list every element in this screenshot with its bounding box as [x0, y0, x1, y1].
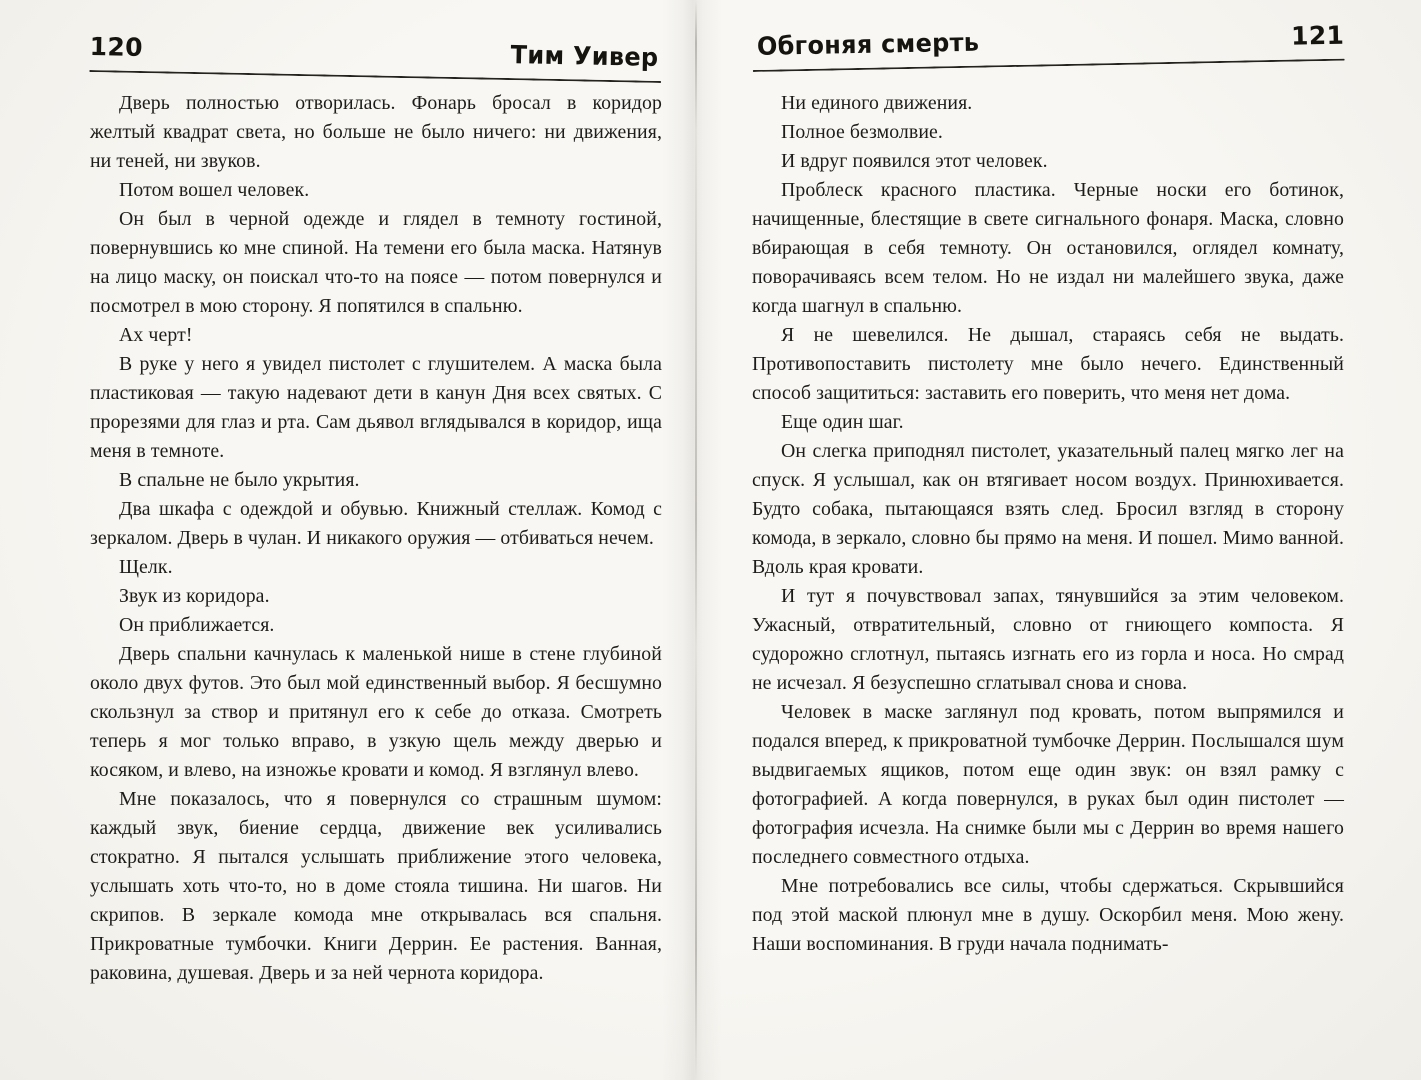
paragraph: В спальне не было укрытия. [119, 469, 360, 491]
paragraph: Он слегка приподнял пистолет, указательный палец мягко лег на спуск. Я услышал, как он втягивает носом воздух. Принюхивается. Будто собака, пытающаяся взять след. Бросил взгляд в сторону комода, в зеркало, словно бы прямо на меня. И пошел. Мимо ванной. Вдоль края кровати. [752, 440, 1344, 578]
page-right-body [752, 89, 1344, 959]
paragraph: Он приближается. [119, 614, 275, 636]
page-right [752, 20, 1345, 959]
paragraph: Проблеск красного пластика. Черные носки его ботинок, начищенные, блестящие в свете сигнального фонаря. Маска, словно вбирающая в себя темноту. Он остановился, оглядел комнату, поворачиваясь всем телом. Но не издал ни малейшего звука, даже когда шагнул в спальню. [752, 179, 1344, 317]
paragraph: Мне потребовались все силы, чтобы сдержаться. Скрывшийся под этой маской плюнул мне в душу. Оскорбил меня. Мою жену. Наши воспоминания. В груди начала поднимать- [752, 875, 1344, 955]
paragraph: Ни единого движения. [781, 92, 973, 114]
paragraph: Мне показалось, что я повернулся со страшным шумом: каждый звук, биение сердца, движение век усиливались стократно. Я пытался услышать приближение этого человека, услышать хоть что-то, но в доме стояла тишина. Ни шагов. Ни скрипов. В зеркале комода мне открывалась вся спальня. Прикроватные тумбочки. Книги Деррин. Ее растения. Ванная, раковина, душевая. Дверь и за ней чернота коридора. [90, 788, 662, 984]
page-left-body [90, 89, 662, 988]
paragraph: Полное безмолвие. [781, 121, 943, 143]
paragraph: Человек в маске заглянул под кровать, потом выпрямился и подался вперед, к прикроватной тумбочке Деррин. Послышался шум выдвигаемых ящиков, потом еще один звук: он взял рамку с фотографией. А когда повернулся, в руках был один пистолет — фотография исчезла. На снимке были мы с Деррин во время нашего последнего совместного отдыха. [752, 701, 1344, 868]
paragraph: Звук из коридора. [119, 585, 270, 607]
page-number-right: 121 [1290, 20, 1345, 51]
running-head-title: Обгоняя смерть [756, 27, 980, 61]
paragraph: В руке у него я увидел пистолет с глушителем. А маска была пластиковая — такую надевают дети в канун Дня всех святых. С прорезями для глаз и рта. Сам дьявол вглядывался в коридор, ища меня в темноте. [90, 353, 662, 462]
paragraph: И тут я почувствовал запах, тянувшийся за этим человеком. Ужасный, отвратительный, словно от гниющего компоста. Я судорожно сглотнул, пытаясь изгнать его из горла и носа. Но смрад не исчезал. Я безуспешно сглатывал снова и снова. [752, 585, 1344, 694]
running-head-author: Тим Уивер [510, 40, 659, 72]
paragraph: Дверь спальни качнулась к маленькой нише в стене глубиной около двух футов. Это был мой единственный выбор. Я бесшумно скользнул за створ и притянул его к себе до отказа. Смотреть теперь я мог только вправо, в узкую щель между дверью и косяком, и влево, на изножье кровати и комод. Я взглянул влево. [90, 643, 662, 781]
page-left [90, 32, 662, 988]
page-right-header [752, 21, 1345, 72]
book-gutter [662, 0, 722, 1080]
paragraph: Еще один шаг. [781, 411, 904, 433]
page-left-header [89, 32, 662, 83]
paragraph: Два шкафа с одеждой и обувью. Книжный стеллаж. Комод с зеркалом. Дверь в чулан. И никакого оружия — отбиваться нечем. [90, 498, 662, 549]
page-number-left: 120 [89, 32, 144, 63]
paragraph: Я не шевелился. Не дышал, стараясь себя не выдать. Противопоставить пистолету мне было нечего. Единственный способ защититься: заставить его поверить, что меня нет дома. [752, 324, 1344, 404]
paragraph: Ах черт! [119, 324, 193, 346]
paragraph: Потом вошел человек. [119, 179, 310, 201]
paragraph: Дверь полностью отворилась. Фонарь бросал в коридор желтый квадрат света, но больше не было ничего: ни движения, ни теней, ни звуков. [90, 92, 662, 172]
paragraph: И вдруг появился этот человек. [781, 150, 1048, 172]
paragraph: Щелк. [119, 556, 173, 578]
paragraph: Он был в черной одежде и глядел в темноту гостиной, повернувшись ко мне спиной. На темени его была маска. Натянув на лицо маску, он поискал что-то на поясе — потом повернулся и посмотрел в мою сторону. Я попятился в спальню. [90, 208, 662, 317]
